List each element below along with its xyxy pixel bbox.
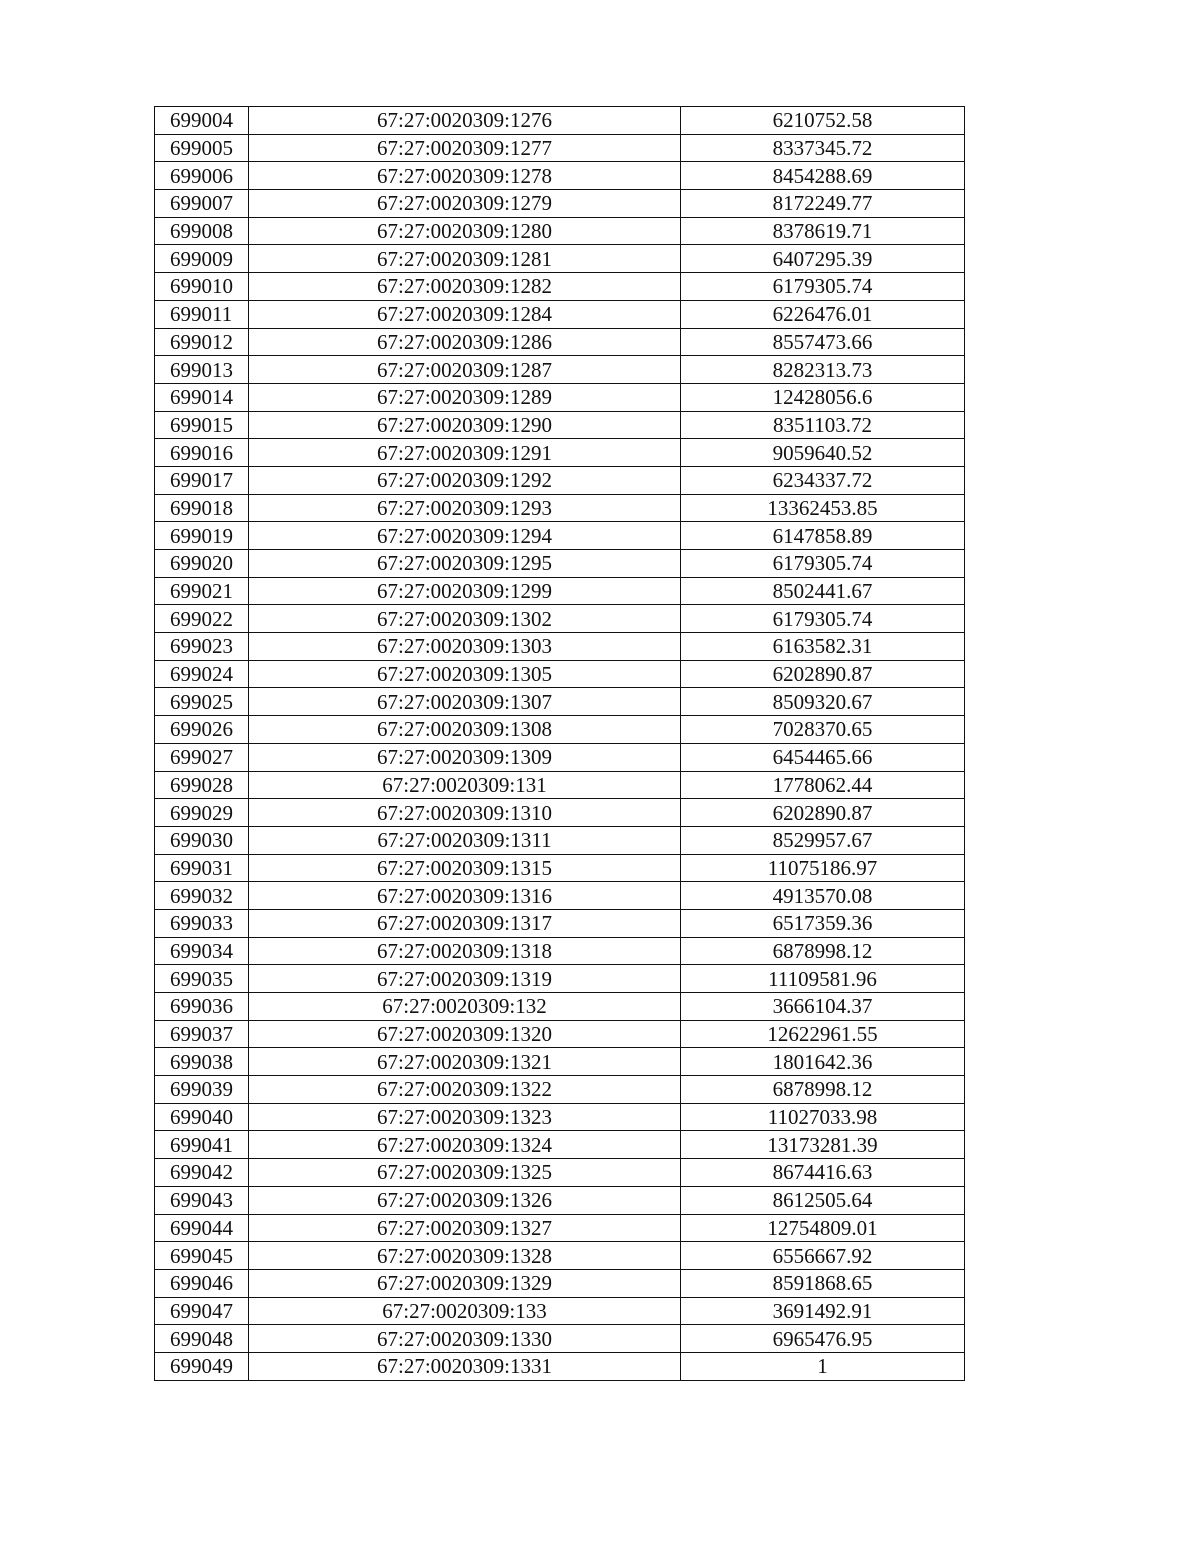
cadastral-number-cell: 67:27:0020309:1326 [249,1186,681,1214]
cadastral-number-cell: 67:27:0020309:1330 [249,1325,681,1353]
table-row [155,1214,965,1242]
cadastral-value-cell: 8282313.73 [681,356,965,384]
cadastral-value-cell: 1778062.44 [681,771,965,799]
cadastral-number-cell: 67:27:0020309:132 [249,993,681,1021]
row-number-cell: 699016 [155,439,249,467]
cadastral-value-cell: 6202890.87 [681,799,965,827]
row-number-cell: 699041 [155,1131,249,1159]
cadastral-value-cell: 8612505.64 [681,1186,965,1214]
row-number-cell: 699043 [155,1186,249,1214]
table-row [155,328,965,356]
cadastral-value-cell: 13362453.85 [681,494,965,522]
cadastral-value-cell: 6407295.39 [681,245,965,273]
cadastral-number-cell: 67:27:0020309:1293 [249,494,681,522]
row-number-cell: 699012 [155,328,249,356]
row-number-cell: 699039 [155,1076,249,1104]
cadastral-value-cell: 6210752.58 [681,107,965,135]
table-row [155,688,965,716]
row-number-cell: 699038 [155,1048,249,1076]
cadastral-value-cell: 6163582.31 [681,633,965,661]
row-number-cell: 699011 [155,300,249,328]
cadastral-value-cell: 8378619.71 [681,217,965,245]
row-number-cell: 699014 [155,383,249,411]
cadastral-number-cell: 67:27:0020309:1323 [249,1103,681,1131]
row-number-cell: 699035 [155,965,249,993]
cadastral-value-cell: 11027033.98 [681,1103,965,1131]
cadastral-value-cell: 8502441.67 [681,577,965,605]
table-row [155,799,965,827]
cadastral-value-cell: 8529957.67 [681,826,965,854]
table-row [155,217,965,245]
cadastral-number-cell: 67:27:0020309:1327 [249,1214,681,1242]
table-row [155,1297,965,1325]
cadastral-number-cell: 67:27:0020309:133 [249,1297,681,1325]
cadastral-number-cell: 67:27:0020309:1291 [249,439,681,467]
cadastral-number-cell: 67:27:0020309:1292 [249,466,681,494]
row-number-cell: 699019 [155,522,249,550]
row-number-cell: 699031 [155,854,249,882]
cadastral-value-cell: 6234337.72 [681,466,965,494]
cadastral-number-cell: 67:27:0020309:1329 [249,1269,681,1297]
cadastral-value-cell: 6179305.74 [681,550,965,578]
table-body [155,107,965,1381]
table-row [155,550,965,578]
cadastral-value-cell: 8172249.77 [681,190,965,218]
row-number-cell: 699028 [155,771,249,799]
cadastral-number-cell: 67:27:0020309:1279 [249,190,681,218]
table-row [155,577,965,605]
cadastral-number-cell: 67:27:0020309:1322 [249,1076,681,1104]
row-number-cell: 699013 [155,356,249,384]
table-row [155,1325,965,1353]
cadastral-number-cell: 67:27:0020309:1310 [249,799,681,827]
cadastral-number-cell: 67:27:0020309:1328 [249,1242,681,1270]
row-number-cell: 699044 [155,1214,249,1242]
cadastral-number-cell: 67:27:0020309:1309 [249,743,681,771]
table-row [155,134,965,162]
table-row [155,660,965,688]
cadastral-value-cell: 3666104.37 [681,993,965,1021]
row-number-cell: 699024 [155,660,249,688]
row-number-cell: 699005 [155,134,249,162]
cadastral-value-cell: 8454288.69 [681,162,965,190]
row-number-cell: 699027 [155,743,249,771]
table-row [155,300,965,328]
row-number-cell: 699046 [155,1269,249,1297]
table-row [155,522,965,550]
table-row [155,633,965,661]
table-row [155,190,965,218]
cadastral-number-cell: 67:27:0020309:1315 [249,854,681,882]
cadastral-value-cell: 8591868.65 [681,1269,965,1297]
cadastral-value-cell: 6965476.95 [681,1325,965,1353]
table-row [155,743,965,771]
row-number-cell: 699010 [155,273,249,301]
table-row [155,356,965,384]
cadastral-number-cell: 67:27:0020309:1305 [249,660,681,688]
row-number-cell: 699042 [155,1159,249,1187]
cadastral-value-cell: 6878998.12 [681,1076,965,1104]
row-number-cell: 699026 [155,716,249,744]
cadastral-value-cell: 12622961.55 [681,1020,965,1048]
row-number-cell: 699020 [155,550,249,578]
cadastral-value-table [154,106,965,1381]
cadastral-value-cell: 11075186.97 [681,854,965,882]
row-number-cell: 699045 [155,1242,249,1270]
table-row [155,1103,965,1131]
cadastral-number-cell: 67:27:0020309:1280 [249,217,681,245]
row-number-cell: 699009 [155,245,249,273]
cadastral-value-cell: 8557473.66 [681,328,965,356]
table-row [155,771,965,799]
table-row [155,1048,965,1076]
cadastral-value-cell: 9059640.52 [681,439,965,467]
cadastral-value-cell: 8351103.72 [681,411,965,439]
cadastral-number-cell: 67:27:0020309:1307 [249,688,681,716]
table-row [155,937,965,965]
cadastral-number-cell: 67:27:0020309:1318 [249,937,681,965]
cadastral-value-cell: 12428056.6 [681,383,965,411]
table-row [155,1186,965,1214]
cadastral-value-cell: 12754809.01 [681,1214,965,1242]
row-number-cell: 699025 [155,688,249,716]
row-number-cell: 699034 [155,937,249,965]
table-row [155,882,965,910]
cadastral-value-cell: 7028370.65 [681,716,965,744]
row-number-cell: 699048 [155,1325,249,1353]
cadastral-value-cell: 13173281.39 [681,1131,965,1159]
row-number-cell: 699023 [155,633,249,661]
cadastral-value-cell: 8337345.72 [681,134,965,162]
row-number-cell: 699004 [155,107,249,135]
cadastral-number-cell: 67:27:0020309:1276 [249,107,681,135]
table-row [155,411,965,439]
cadastral-number-cell: 67:27:0020309:1289 [249,383,681,411]
cadastral-value-cell: 6454465.66 [681,743,965,771]
cadastral-number-cell: 67:27:0020309:1281 [249,245,681,273]
cadastral-value-cell: 6179305.74 [681,605,965,633]
cadastral-value-cell: 3691492.91 [681,1297,965,1325]
table-row [155,1352,965,1380]
cadastral-number-cell: 67:27:0020309:1282 [249,273,681,301]
cadastral-number-cell: 67:27:0020309:1319 [249,965,681,993]
row-number-cell: 699036 [155,993,249,1021]
cadastral-value-cell: 8509320.67 [681,688,965,716]
table-row [155,162,965,190]
cadastral-number-cell: 67:27:0020309:1299 [249,577,681,605]
row-number-cell: 699032 [155,882,249,910]
row-number-cell: 699049 [155,1352,249,1380]
table-row [155,107,965,135]
table-row [155,993,965,1021]
cadastral-number-cell: 67:27:0020309:1317 [249,909,681,937]
cadastral-value-cell: 1801642.36 [681,1048,965,1076]
table-row [155,716,965,744]
cadastral-value-cell: 6147858.89 [681,522,965,550]
cadastral-value-cell: 6517359.36 [681,909,965,937]
row-number-cell: 699006 [155,162,249,190]
row-number-cell: 699030 [155,826,249,854]
cadastral-number-cell: 67:27:0020309:1320 [249,1020,681,1048]
cadastral-number-cell: 67:27:0020309:1324 [249,1131,681,1159]
row-number-cell: 699047 [155,1297,249,1325]
table-row [155,383,965,411]
table-row [155,1076,965,1104]
table-row [155,909,965,937]
cadastral-number-cell: 67:27:0020309:1287 [249,356,681,384]
row-number-cell: 699017 [155,466,249,494]
cadastral-value-cell: 6179305.74 [681,273,965,301]
cadastral-number-cell: 67:27:0020309:1303 [249,633,681,661]
cadastral-number-cell: 67:27:0020309:1308 [249,716,681,744]
table-row [155,854,965,882]
table-row [155,965,965,993]
row-number-cell: 699022 [155,605,249,633]
cadastral-number-cell: 67:27:0020309:1284 [249,300,681,328]
cadastral-value-cell: 1 [681,1352,965,1380]
cadastral-value-cell: 11109581.96 [681,965,965,993]
row-number-cell: 699029 [155,799,249,827]
cadastral-number-cell: 67:27:0020309:1325 [249,1159,681,1187]
cadastral-value-cell: 4913570.08 [681,882,965,910]
row-number-cell: 699040 [155,1103,249,1131]
cadastral-value-cell: 6878998.12 [681,937,965,965]
cadastral-number-cell: 67:27:0020309:1321 [249,1048,681,1076]
row-number-cell: 699007 [155,190,249,218]
row-number-cell: 699018 [155,494,249,522]
table-row [155,1131,965,1159]
cadastral-number-cell: 67:27:0020309:1294 [249,522,681,550]
cadastral-number-cell: 67:27:0020309:1302 [249,605,681,633]
table-row [155,1159,965,1187]
cadastral-number-cell: 67:27:0020309:1331 [249,1352,681,1380]
cadastral-value-cell: 6556667.92 [681,1242,965,1270]
cadastral-number-cell: 67:27:0020309:1311 [249,826,681,854]
cadastral-number-cell: 67:27:0020309:131 [249,771,681,799]
table-row [155,466,965,494]
row-number-cell: 699015 [155,411,249,439]
cadastral-number-cell: 67:27:0020309:1316 [249,882,681,910]
cadastral-number-cell: 67:27:0020309:1277 [249,134,681,162]
table-row [155,494,965,522]
table-row [155,273,965,301]
table-row [155,1269,965,1297]
table-row [155,1242,965,1270]
table-row [155,1020,965,1048]
table-row [155,245,965,273]
row-number-cell: 699008 [155,217,249,245]
cadastral-number-cell: 67:27:0020309:1286 [249,328,681,356]
cadastral-value-cell: 8674416.63 [681,1159,965,1187]
row-number-cell: 699021 [155,577,249,605]
table-row [155,439,965,467]
cadastral-number-cell: 67:27:0020309:1290 [249,411,681,439]
cadastral-number-cell: 67:27:0020309:1278 [249,162,681,190]
table-row [155,826,965,854]
cadastral-number-cell: 67:27:0020309:1295 [249,550,681,578]
table-row [155,605,965,633]
cadastral-value-cell: 6226476.01 [681,300,965,328]
row-number-cell: 699033 [155,909,249,937]
cadastral-value-cell: 6202890.87 [681,660,965,688]
row-number-cell: 699037 [155,1020,249,1048]
